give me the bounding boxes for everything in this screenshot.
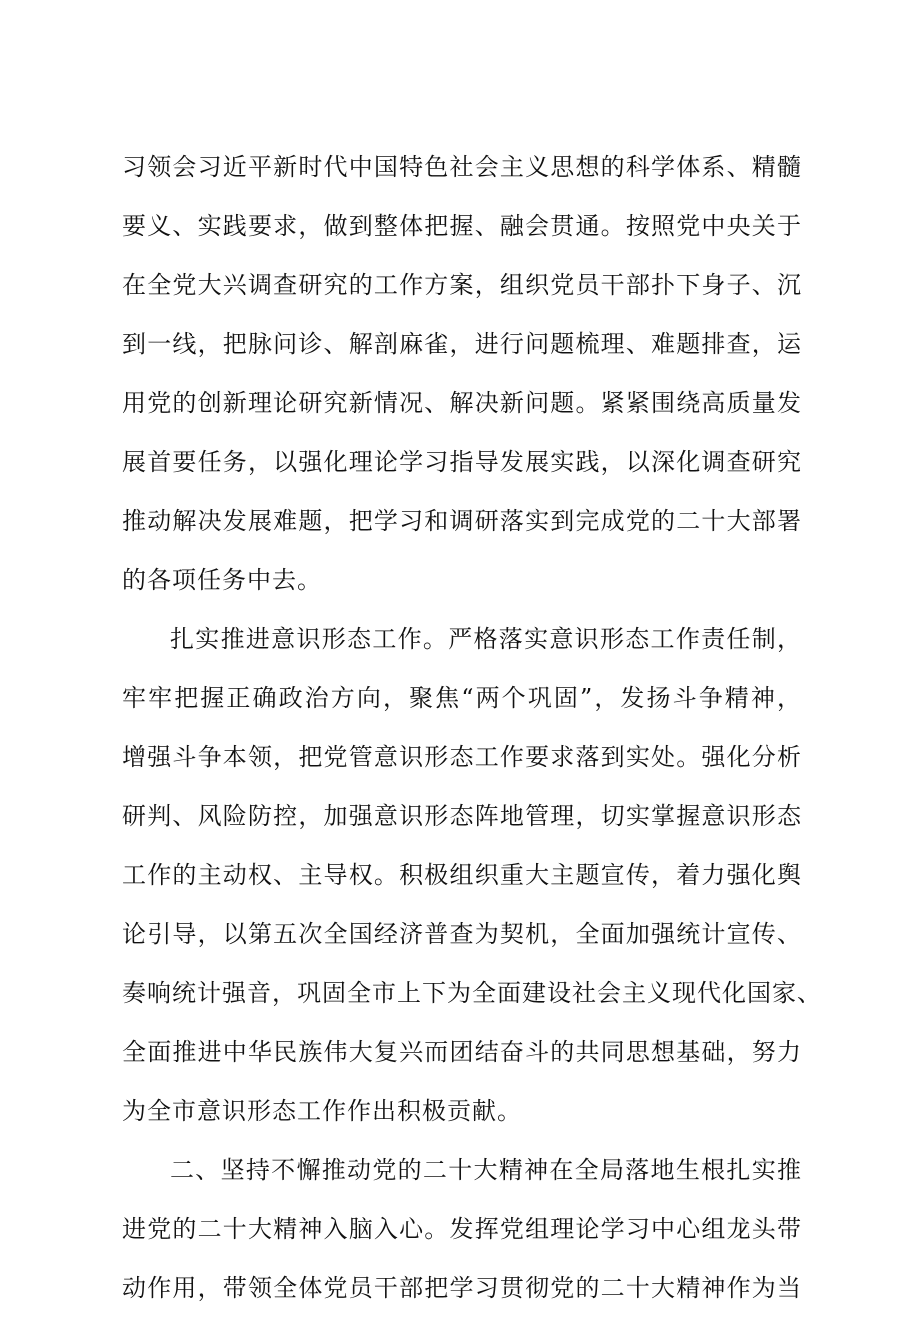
text-line: 到一线，把脉问诊、解剖麻雀，进行问题梳理、难题排查，运 [122,330,802,358]
text-line: 二、坚持不懈推动党的二十大精神在全局落地生根扎实推 [170,1156,802,1184]
text-line: 为全市意识形态工作作出积极贡献。 [122,1097,522,1125]
paragraph-ideology-work [122,610,822,1141]
text-line: 增强斗争本领，把党管意识形态工作要求落到实处。强化分析 [122,743,802,771]
text-line: 论引导，以第五次全国经济普查为契机，全面加强统计宣传、 [122,920,802,948]
text-line: 动作用，带领全体党员干部把学习贯彻党的二十大精神作为当 [122,1274,802,1302]
text-line: 奏响统计强音，巩固全市上下为全面建设社会主义现代化国家、 [122,979,822,1007]
text-line: 习领会习近平新时代中国特色社会主义思想的科学体系、精髓 [122,153,802,181]
text-line: 全面推进中华民族伟大复兴而团结奋斗的共同思想基础，努力 [122,1038,802,1066]
text-line: 展首要任务，以强化理论学习指导发展实践，以深化调查研究 [122,448,802,476]
paragraph-study-research [122,138,802,610]
text-line: 研判、风险防控，加强意识形态阵地管理，切实掌握意识形态 [122,802,802,830]
text-line: 进党的二十大精神入脑入心。发挥党组理论学习中心组龙头带 [122,1215,802,1243]
document-body [122,138,822,1318]
text-line: 要义、实践要求，做到整体把握、融会贯通。按照党中央关于 [122,212,802,240]
text-line: 扎实推进意识形态工作。严格落实意识形态工作责任制， [170,625,802,653]
text-line: 牢牢把握正确政治方向，聚焦“两个巩固”，发扬斗争精神， [122,684,802,712]
text-line: 推动解决发展难题，把学习和调研落实到完成党的二十大部署 [122,507,802,535]
text-line: 工作的主动权、主导权。积极组织重大主题宣传，着力强化舆 [122,861,802,889]
text-line: 用党的创新理论研究新情况、解决新问题。紧紧围绕高质量发 [122,389,802,417]
text-line: 在全党大兴调查研究的工作方案，组织党员干部扑下身子、沉 [122,271,802,299]
text-line: 的各项任务中去。 [122,566,322,594]
paragraph-congress-spirit [122,1141,802,1318]
